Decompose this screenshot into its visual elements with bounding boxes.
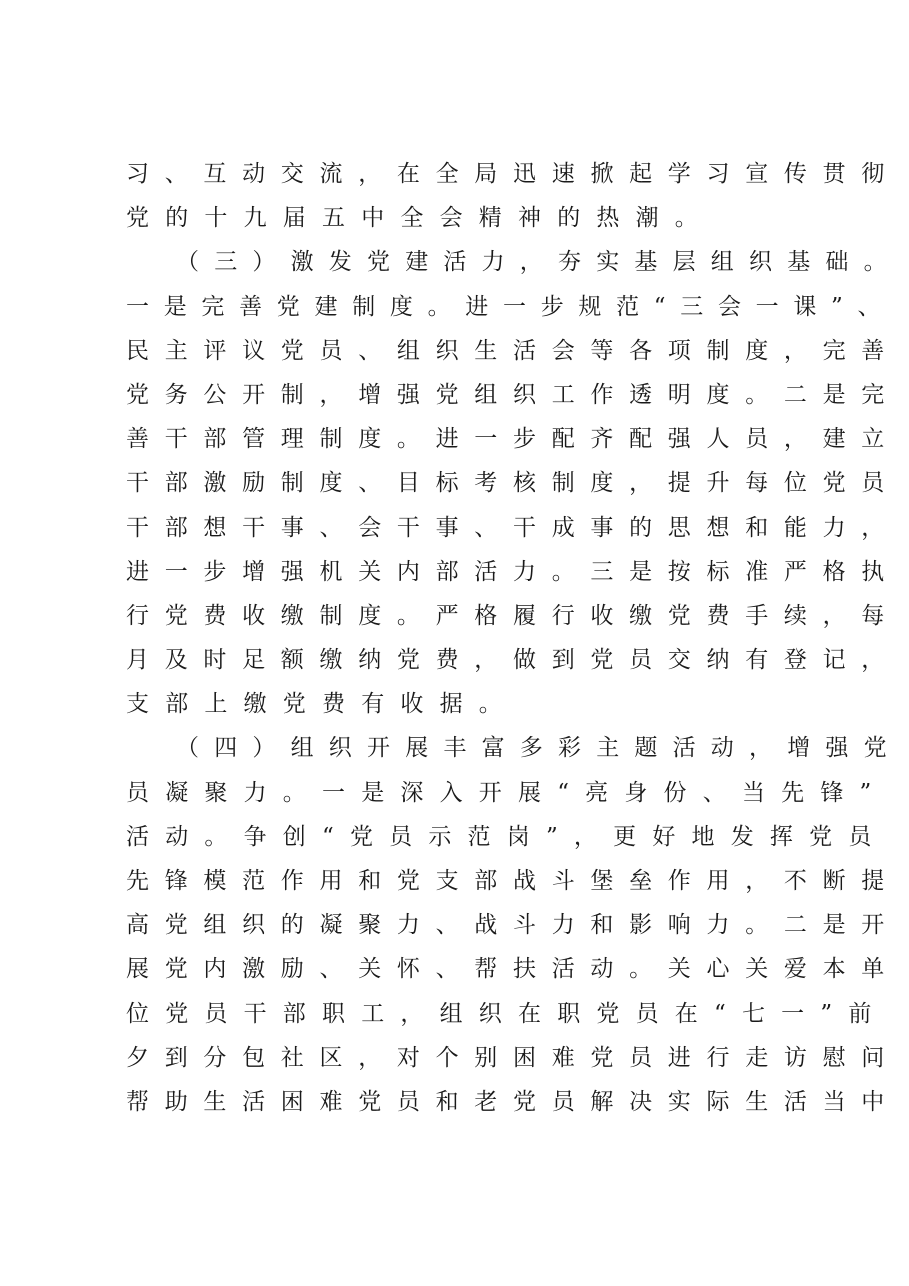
text-line: 高党组织的凝聚力、战斗力和影响力。二是开 <box>126 912 900 939</box>
text-line: 活动。争创“党员示范岗”，更好地发挥党员 <box>126 823 888 850</box>
text-line: 一是完善党建制度。进一步规范“三会一课”、 <box>126 293 896 320</box>
section-heading-line: （三）激发党建活力，夯实基层组织基础。 <box>176 249 902 276</box>
text-line: 月及时足额缴纳党费，做到党员交纳有登记， <box>126 647 900 674</box>
text-line: 帮助生活困难党员和老党员解决实际生活当中 <box>126 1088 900 1115</box>
text-line: 进一步增强机关内部活力。三是按标准严格执 <box>126 558 900 585</box>
text-line: 习、互动交流，在全局迅速掀起学习宣传贯彻 <box>126 161 900 187</box>
text-line: 夕到分包社区，对个别困难党员进行走访慰问 <box>126 1044 900 1071</box>
text-line: 员凝聚力。一是深入开展“亮身份、当先锋” <box>126 779 888 806</box>
text-line: 善干部管理制度。进一步配齐配强人员，建立 <box>126 426 900 453</box>
section-heading-line: （四）组织开展丰富多彩主题活动，增强党 <box>176 735 902 762</box>
text-line: 干部激励制度、目标考核制度，提升每位党员 <box>126 470 900 497</box>
text-line: 展党内激励、关怀、帮扶活动。关心关爱本单 <box>126 956 900 983</box>
text-line: 干部想干事、会干事、干成事的思想和能力， <box>126 514 900 541</box>
text-line: 位党员干部职工，组织在职党员在“七一”前 <box>126 1000 888 1027</box>
text-line: 先锋模范作用和党支部战斗堡垒作用，不断提 <box>126 868 900 894</box>
text-line: 民主评议党员、组织生活会等各项制度，完善 <box>126 337 900 364</box>
document-body <box>126 152 902 1124</box>
text-line: 党务公开制，增强党组织工作透明度。二是完 <box>126 381 900 408</box>
text-line: 行党费收缴制度。严格履行收缴党费手续，每 <box>126 602 900 629</box>
text-line: 支部上缴党费有收据。 <box>126 691 518 718</box>
text-line: 党的十九届五中全会精神的热潮。 <box>126 205 714 232</box>
